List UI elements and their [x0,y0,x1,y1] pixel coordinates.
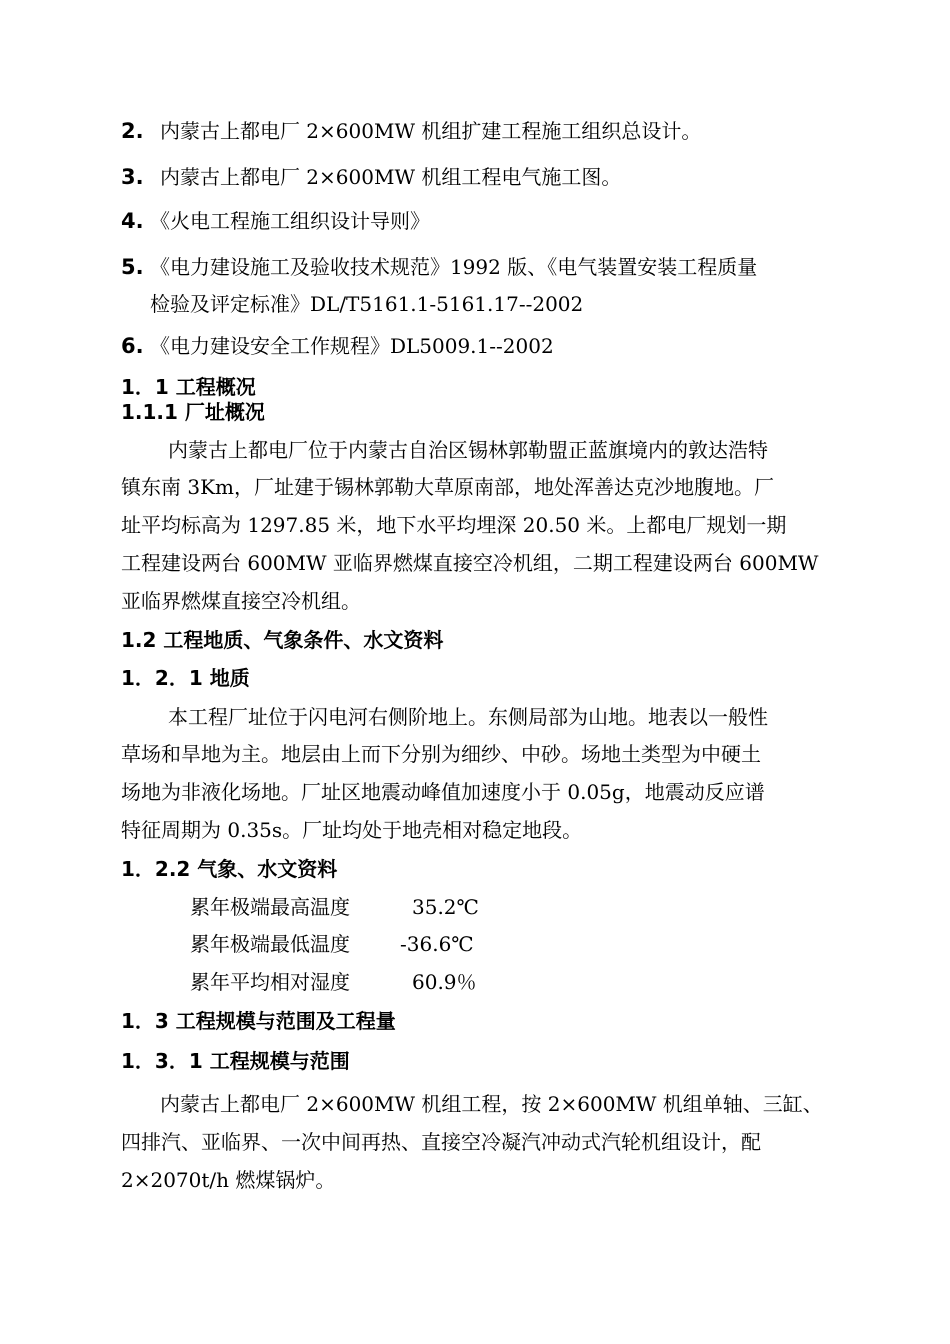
section-heading-1-1: 1．1 工程概况 [121,375,256,399]
ref-number: 4. [121,209,144,233]
climate-value: 35.2℃ [412,895,479,919]
paragraph-line: 址平均标高为 1297.85 米，地下水平均埋深 20.50 米。上都电厂规划一期 [121,513,787,537]
section-heading-1-2-1: 1．2．1 地质 [121,666,250,690]
paragraph-line: 镇东南 3Km，厂址建于锡林郭勒大草原南部，地处浑善达克沙地腹地。厂 [121,475,774,499]
climate-value: -36.6℃ [400,932,474,956]
ref-text: 内蒙古上都电厂 2×600MW 机组工程电气施工图。 [159,165,622,189]
paragraph-line: 亚临界燃煤直接空冷机组。 [121,589,361,613]
climate-label: 累年平均相对湿度 [190,970,350,994]
ref-number: 5. [121,255,144,279]
paragraph-line: 场地为非液化场地。厂址区地震动峰值加速度小于 0.05g，地震动反应谱 [121,780,765,804]
paragraph-line: 2×2070t/h 燃煤锅炉。 [121,1168,336,1192]
paragraph-line: 内蒙古上都电厂 2×600MW 机组工程，按 2×600MW 机组单轴、三缸、 [160,1092,823,1116]
ref-item-6 [121,334,554,358]
ref-item-2 [121,119,701,143]
paragraph-line: 本工程厂址位于闪电河右侧阶地上。东侧局部为山地。地表以一般性 [168,705,768,729]
paragraph-line: 特征周期为 0.35s。厂址均处于地壳相对稳定地段。 [121,818,583,842]
ref-item-4 [121,209,430,233]
climate-label: 累年极端最高温度 [190,895,350,919]
ref-number: 2. [121,119,144,143]
section-heading-1-1-1: 1.1.1 厂址概况 [121,400,265,424]
paragraph-line: 草场和旱地为主。地层由上而下分别为细纱、中砂。场地土类型为中硬土 [121,742,761,766]
ref-number: 3. [121,165,144,189]
ref-item-5 [121,255,757,279]
paragraph-line: 工程建设两台 600MW 亚临界燃煤直接空冷机组，二期工程建设两台 600MW [121,551,819,575]
ref-item-3 [121,165,621,189]
paragraph-line: 四排汽、亚临界、一次中间再热、直接空冷凝汽冲动式汽轮机组设计，配 [121,1130,761,1154]
ref-number: 6. [121,334,144,358]
ref-text: 《火电工程施工组织设计导则》 [149,209,430,233]
paragraph-line: 内蒙古上都电厂位于内蒙古自治区锡林郭勒盟正蓝旗境内的敦达浩特 [168,438,768,462]
ref-text: 《电力建设安全工作规程》DL5009.1--2002 [149,334,554,358]
section-heading-1-2: 1.2 工程地质、气象条件、水文资料 [121,628,444,652]
climate-label: 累年极端最低温度 [190,932,350,956]
section-heading-1-3-1: 1．3．1 工程规模与范围 [121,1049,350,1073]
section-heading-1-2-2: 1．2.2 气象、水文资料 [121,857,338,881]
ref-item-5-continued: 检验及评定标准》DL/T5161.1-5161.17--2002 [150,292,584,316]
climate-value: 60.9％ [412,970,477,994]
section-heading-1-3: 1．3 工程规模与范围及工程量 [121,1009,396,1033]
ref-text: 《电力建设施工及验收技术规范》1992 版、《电气装置安装工程质量 [149,255,758,279]
ref-text: 内蒙古上都电厂 2×600MW 机组扩建工程施工组织总设计。 [159,119,702,143]
